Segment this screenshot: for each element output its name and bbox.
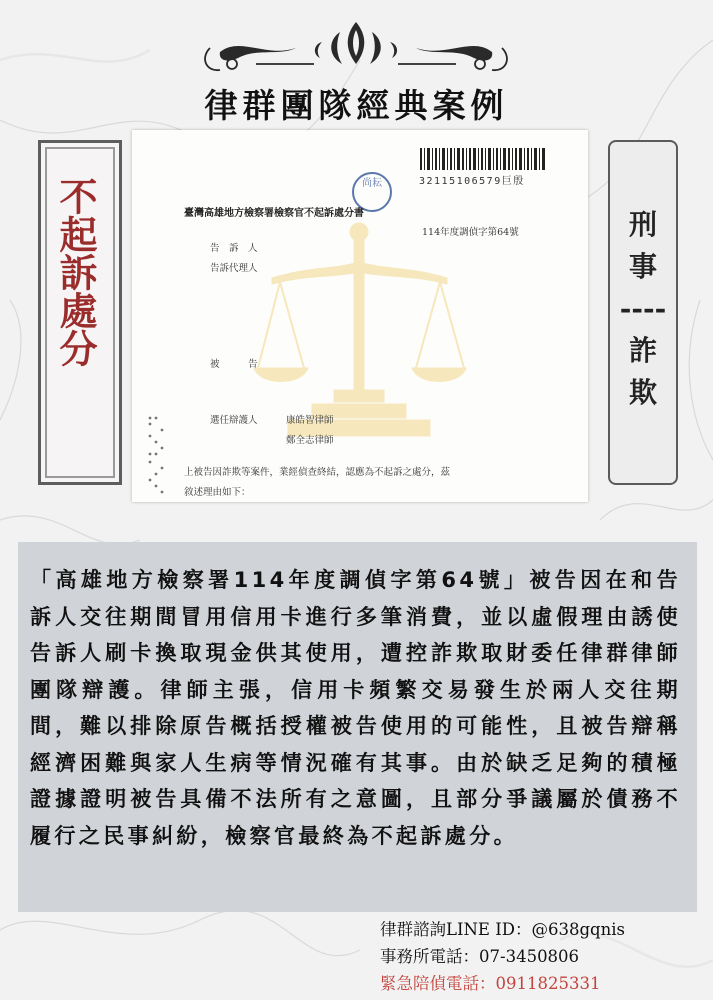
line-id: 律群諮詢LINE ID：@638gqnis	[380, 920, 625, 939]
document-case-number: 114年度調偵字第64號	[422, 227, 519, 238]
scanned-document	[132, 130, 588, 502]
complainant-label: 告 訴 人	[210, 243, 258, 254]
case-type-label	[610, 204, 676, 414]
agent-label: 告訴代理人	[210, 263, 258, 274]
case-type-line: 事	[628, 250, 657, 283]
defense-label: 選任辯護人	[210, 415, 258, 426]
barcode-icon	[420, 148, 546, 170]
decorative-ornament-icon	[196, 18, 516, 80]
document-closing-line: 上被告因詐欺等案件，業經偵查終結，認應為不起訴之處分，茲	[184, 467, 451, 478]
case-type-line: ----	[619, 292, 667, 325]
document-barcode-number: 32115106579巨殷	[419, 176, 525, 187]
case-summary-text: 「高雄地方檢察署114年度調偵字第64號」被告因在和告訴人交往期間冒用信用卡進行多筆消費，並以虛假理由誘使告訴人刷卡換取現金供其使用，遭控詐欺取財委任律群律師團隊辯護。律師主張，信用卡頻繁交易發生於兩人交往期間，難以排除原告概括授權被告使用的可能性，且被告辯稱經濟困難與家人生病等情況確有其事。由於缺乏足夠的積極證據證明被告具備不法所有之意圖，且部分爭議屬於債務不履行之民事糾紛，檢察官最終為不起訴處分。	[30, 568, 681, 848]
case-type-line: 詐	[628, 334, 657, 367]
case-type-panel	[608, 140, 678, 485]
defendant-label: 被 告	[210, 359, 258, 370]
braille-dots-icon	[146, 414, 168, 496]
stamp-text: 尚耘	[362, 178, 382, 189]
case-summary-box	[18, 542, 697, 912]
scale-of-justice-icon	[252, 218, 467, 448]
case-type-line: 刑	[628, 208, 657, 241]
emergency-phone: 緊急陪偵電話：0911825331	[380, 974, 601, 993]
verdict-label: 不起訴處分	[53, 177, 98, 367]
document-heading: 臺灣高雄地方檢察署檢察官不起訴處分書	[184, 208, 364, 219]
defense-lawyer-1: 康皓智律師	[286, 415, 334, 426]
document-closing-line: 敘述理由如下：	[184, 487, 251, 498]
contact-info	[380, 916, 625, 997]
verdict-label-panel	[38, 140, 122, 485]
office-phone: 事務所電話：07-3450806	[380, 947, 580, 966]
defense-lawyer-2: 鄭全志律師	[286, 435, 334, 446]
case-type-line: 欺	[628, 376, 657, 409]
page-title: 律群團隊經典案例	[204, 86, 509, 125]
